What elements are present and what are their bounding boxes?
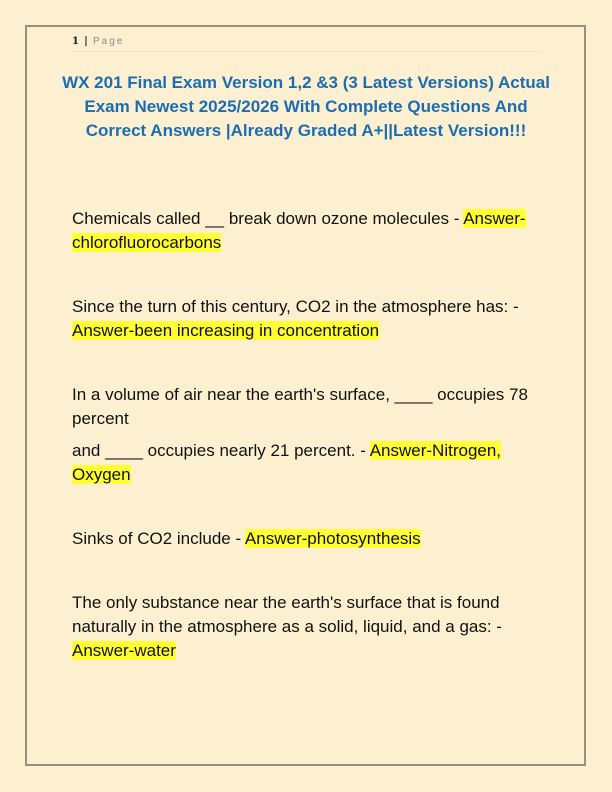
page-header — [72, 36, 542, 52]
answer-text: Answer-photosynthesis — [244, 529, 421, 548]
question-text: The only substance near the earth's surface that is found naturally in the atmosphere as a solid, liquid, and a gas: - — [72, 593, 502, 636]
question-text: Since the turn of this century, CO2 in the atmosphere has: - — [72, 297, 519, 316]
document-title: WX 201 Final Exam Version 1,2 &3 (3 Latest Versions) Actual Exam Newest 2025/2026 With Complete Questions And Correct Answers |Already Graded A+||Latest Version!!! — [62, 73, 550, 140]
question-text: Chemicals called __ break down ozone molecules - — [72, 209, 464, 228]
answer-text: Answer-water — [72, 641, 176, 660]
question-text: and ____ occupies nearly 21 percent. - — [72, 441, 370, 460]
question-1 — [72, 207, 542, 255]
question-4 — [72, 527, 542, 551]
answer-text: Answer-Nitrogen, Oxygen — [72, 441, 502, 484]
answer-text: Answer-been increasing in concentration — [72, 321, 380, 340]
header-separator: | — [84, 36, 88, 47]
question-5 — [72, 591, 542, 663]
question-3 — [72, 383, 542, 487]
question-text-line1: In a volume of air near the earth's surface, ____ occupies 78 percent — [72, 385, 528, 428]
answer-text: Answer-chlorofluorocarbons — [72, 209, 526, 252]
question-2 — [72, 295, 542, 343]
page-label: Page — [92, 36, 125, 47]
question-text: Sinks of CO2 include - — [72, 529, 245, 548]
page-number: 1 — [72, 36, 79, 47]
